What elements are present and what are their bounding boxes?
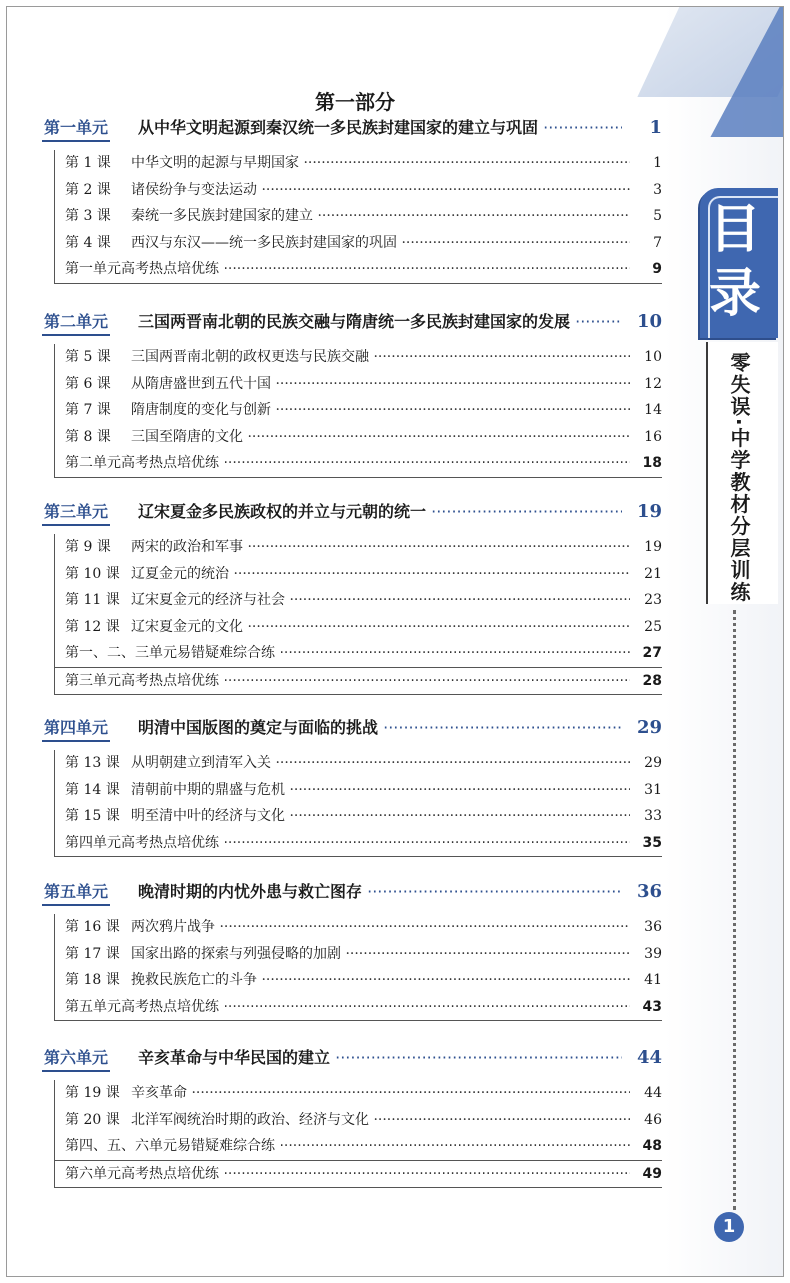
- unit-label: 第五单元: [42, 880, 110, 906]
- lesson-label: 第 1 课: [65, 155, 111, 171]
- unit-section: [42, 1046, 662, 1188]
- lesson-entry[interactable]: [55, 1080, 662, 1107]
- lesson-entry[interactable]: [55, 967, 662, 994]
- lesson-entry[interactable]: [55, 203, 662, 230]
- lesson-entry[interactable]: [55, 371, 662, 398]
- drill-entry[interactable]: [55, 830, 662, 858]
- lesson-page: 21: [644, 565, 662, 582]
- lesson-page: 44: [644, 1085, 662, 1101]
- lesson-entry[interactable]: [55, 397, 662, 424]
- drill-title: 第四单元高考热点培优练 ·····: [65, 830, 630, 857]
- lesson-label: 第 17 课: [65, 945, 120, 962]
- drill-title: 第五单元高考热点培优练 ·····: [65, 994, 630, 1021]
- unit-title: 三国两晋南北朝的民族交融与隋唐统一多民族封建国家的发展 ·····: [138, 310, 622, 334]
- lesson-entry[interactable]: [55, 587, 662, 614]
- lesson-label: 第 10 课: [65, 565, 120, 582]
- lesson-entry[interactable]: [55, 914, 662, 941]
- unit-entries: [54, 750, 662, 857]
- drill-page: 49: [642, 1165, 662, 1182]
- lesson-page: 19: [644, 539, 662, 555]
- lesson-title: 秦统一多民族封建国家的建立 ·····: [131, 203, 630, 230]
- drill-title: 第一、二、三单元易错疑难综合练 ·····: [65, 640, 630, 667]
- lesson-page: 29: [644, 755, 662, 771]
- drill-page: 18: [642, 455, 662, 471]
- unit-title: 晚清时期的内忧外患与救亡图存 ·····: [138, 880, 622, 904]
- lesson-page: 23: [644, 592, 662, 608]
- lesson-title: 三国两晋南北朝的政权更迭与民族交融 ·····: [131, 344, 630, 371]
- unit-page-number: 44: [636, 1047, 662, 1068]
- unit-label: 第三单元: [42, 500, 110, 526]
- unit-page-number: 29: [636, 717, 662, 738]
- lesson-page: 41: [644, 972, 662, 988]
- drill-page: 48: [642, 1138, 662, 1154]
- drill-page: 9: [652, 261, 662, 277]
- lesson-title: 清朝前中期的鼎盛与危机 ·····: [131, 777, 630, 804]
- lesson-page: 12: [644, 375, 662, 392]
- lesson-title: 北洋军阀统治时期的政治、经济与文化 ·····: [131, 1107, 630, 1134]
- lesson-page: 33: [644, 808, 662, 824]
- lesson-label: 第 2 课: [65, 181, 111, 198]
- lesson-label: 第 3 课: [65, 208, 111, 224]
- unit-section: [42, 116, 662, 284]
- series-label-box: [706, 342, 778, 604]
- unit-title: 明清中国版图的奠定与面临的挑战 ·····: [138, 716, 622, 740]
- drill-page: 27: [642, 645, 662, 661]
- unit-page-number: 19: [636, 501, 662, 522]
- drill-entry[interactable]: [55, 450, 662, 478]
- unit-page-number: 1: [649, 117, 662, 138]
- lesson-entry[interactable]: [55, 803, 662, 830]
- lesson-entry[interactable]: [55, 561, 662, 588]
- unit-section: [42, 880, 662, 1021]
- lesson-entry[interactable]: [55, 614, 662, 641]
- lesson-page: 31: [644, 781, 662, 798]
- lesson-entry[interactable]: [55, 344, 662, 371]
- lesson-page: 16: [644, 428, 662, 445]
- unit-title: 辽宋夏金多民族政权的并立与元朝的统一 ·····: [138, 500, 622, 524]
- lesson-label: 第 4 课: [65, 234, 111, 251]
- unit-label: 第四单元: [42, 716, 110, 742]
- drill-entry[interactable]: [55, 1133, 662, 1161]
- unit-label: 第六单元: [42, 1046, 110, 1072]
- unit-label: 第一单元: [42, 116, 110, 142]
- lesson-entry[interactable]: [55, 177, 662, 204]
- lesson-title: 三国至隋唐的文化 ·····: [131, 424, 630, 451]
- drill-entry[interactable]: [55, 1161, 662, 1189]
- lesson-entry[interactable]: [55, 1107, 662, 1134]
- lesson-title: 挽救民族危亡的斗争 ·····: [131, 967, 630, 994]
- drill-page: 43: [642, 998, 662, 1015]
- unit-entries: [54, 1080, 662, 1188]
- lesson-page: 1: [653, 155, 662, 171]
- lesson-title: 诸侯纷争与变法运动 ·····: [131, 177, 630, 204]
- drill-title: 第四、五、六单元易错疑难综合练 ·····: [65, 1133, 630, 1160]
- drill-title: 第一单元高考热点培优练 ·····: [65, 256, 630, 283]
- part-title: 第一部分: [315, 90, 395, 114]
- lesson-title: 辽夏金元的统治 ·····: [131, 561, 630, 588]
- lesson-page: 5: [653, 208, 662, 224]
- unit-title: 从中华文明起源到秦汉统一多民族封建国家的建立与巩固 ·····: [138, 116, 622, 140]
- lesson-label: 第 7 课: [65, 402, 111, 418]
- lesson-page: 46: [644, 1111, 662, 1128]
- dotted-guide-line: [733, 610, 736, 1210]
- lesson-label: 第 12 课: [65, 618, 120, 635]
- unit-page-number: 10: [636, 311, 662, 332]
- lesson-page: 14: [644, 402, 662, 418]
- lesson-title: 从隋唐盛世到五代十国 ·····: [131, 371, 630, 398]
- drill-entry[interactable]: [55, 668, 662, 696]
- lesson-page: 36: [644, 919, 662, 935]
- unit-header[interactable]: [42, 716, 662, 744]
- unit-header[interactable]: [42, 116, 662, 144]
- unit-section: [42, 310, 662, 478]
- lesson-title: 中华文明的起源与早期国家 ·····: [131, 150, 630, 177]
- lesson-title: 西汉与东汉——统一多民族封建国家的巩固 ·····: [131, 230, 630, 257]
- page-number-badge: 1: [714, 1212, 744, 1242]
- toc-side-tab: [700, 188, 778, 338]
- drill-title: 第二单元高考热点培优练 ·····: [65, 450, 630, 477]
- lesson-label: 第 19 课: [65, 1085, 120, 1101]
- lesson-title: 辽宋夏金元的经济与社会 ·····: [131, 587, 630, 614]
- lesson-title: 明至清中叶的经济与文化 ·····: [131, 803, 630, 830]
- lesson-entry[interactable]: [55, 424, 662, 451]
- drill-title: 第六单元高考热点培优练 ·····: [65, 1161, 630, 1188]
- lesson-label: 第 18 课: [65, 972, 120, 988]
- lesson-label: 第 20 课: [65, 1111, 120, 1128]
- drill-entry[interactable]: [55, 256, 662, 284]
- lesson-title: 辛亥革命 ·····: [131, 1080, 630, 1107]
- lesson-title: 国家出路的探索与列强侵略的加剧 ·····: [131, 941, 630, 968]
- lesson-title: 两宋的政治和军事 ·····: [131, 534, 630, 561]
- unit-header[interactable]: [42, 1046, 662, 1074]
- lesson-label: 第 13 课: [65, 755, 120, 771]
- lesson-page: 7: [653, 234, 662, 251]
- lesson-page: 39: [644, 945, 662, 962]
- lesson-entry[interactable]: [55, 750, 662, 777]
- lesson-entry[interactable]: [55, 230, 662, 257]
- lesson-page: 25: [644, 618, 662, 635]
- lesson-entry[interactable]: [55, 534, 662, 561]
- lesson-page: 10: [644, 349, 662, 365]
- tab-char-lu: 录: [708, 264, 761, 324]
- unit-entries: [54, 914, 662, 1021]
- lesson-label: 第 9 课: [65, 539, 111, 555]
- lesson-entry[interactable]: [55, 150, 662, 177]
- lesson-label: 第 15 课: [65, 808, 120, 824]
- lesson-title: 两次鸦片战争 ·····: [131, 914, 630, 941]
- lesson-page: 3: [653, 181, 662, 198]
- lesson-title: 辽宋夏金元的文化 ·····: [131, 614, 630, 641]
- lesson-label: 第 14 课: [65, 781, 120, 798]
- drill-title: 第三单元高考热点培优练 ·····: [65, 668, 630, 695]
- tab-char-mu: 目: [708, 200, 761, 260]
- unit-page-number: 36: [636, 881, 662, 902]
- lesson-label: 第 16 课: [65, 919, 120, 935]
- lesson-label: 第 5 课: [65, 349, 111, 365]
- lesson-label: 第 6 课: [65, 375, 111, 392]
- unit-title: 辛亥革命与中华民国的建立 ·····: [138, 1046, 622, 1070]
- drill-page: 35: [642, 834, 662, 851]
- lesson-title: 从明朝建立到清军入关 ·····: [131, 750, 630, 777]
- unit-header[interactable]: [42, 500, 662, 528]
- unit-entries: [54, 344, 662, 478]
- lesson-title: 隋唐制度的变化与创新 ·····: [131, 397, 630, 424]
- unit-section: [42, 716, 662, 857]
- unit-label: 第二单元: [42, 310, 110, 336]
- lesson-entry[interactable]: [55, 777, 662, 804]
- unit-header[interactable]: [42, 310, 662, 338]
- series-label: 零失误·中学教材分层训练: [727, 352, 751, 604]
- unit-entries: [54, 534, 662, 695]
- lesson-label: 第 11 课: [65, 592, 120, 608]
- lesson-entry[interactable]: [55, 941, 662, 968]
- unit-entries: [54, 150, 662, 284]
- unit-section: [42, 500, 662, 695]
- drill-page: 28: [642, 672, 662, 689]
- drill-entry[interactable]: [55, 640, 662, 668]
- lesson-label: 第 8 课: [65, 428, 111, 445]
- drill-entry[interactable]: [55, 994, 662, 1022]
- unit-header[interactable]: [42, 880, 662, 908]
